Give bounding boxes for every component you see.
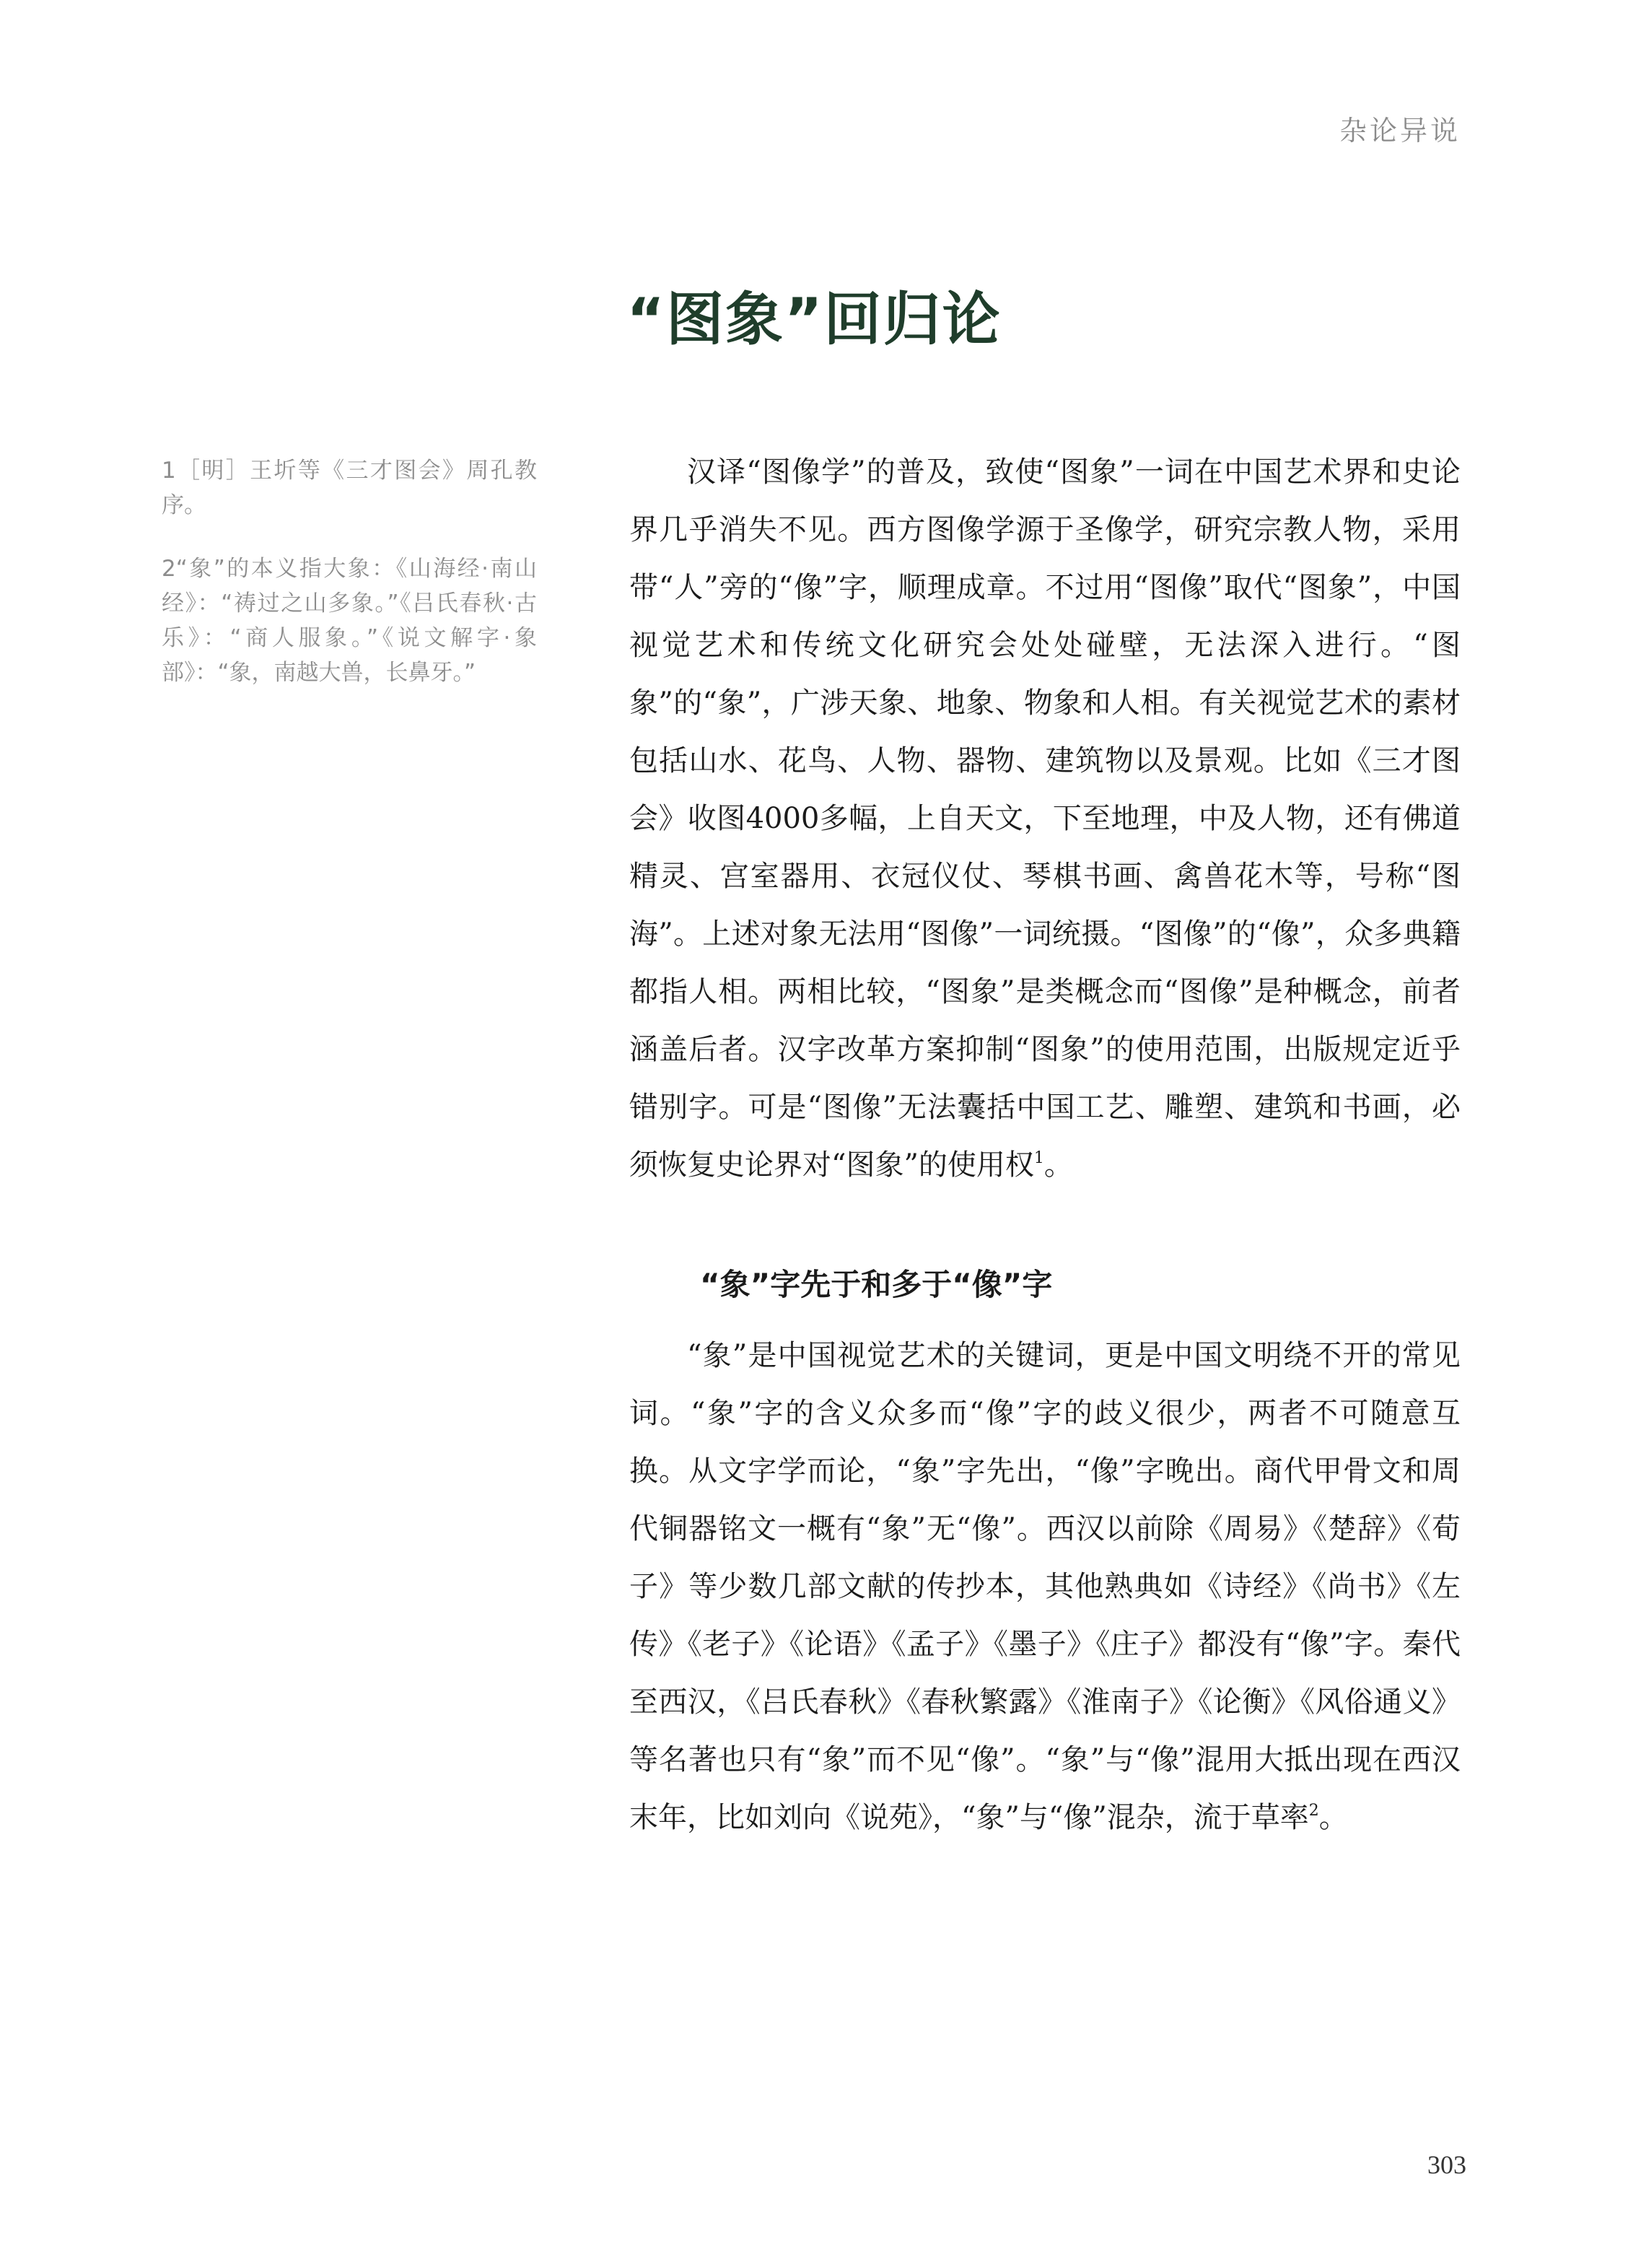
body-paragraph-1 [629,443,1461,1194]
article-title: “图象”回归论 [626,286,1002,353]
paragraph-text: “象”是中国视觉艺术的关键词，更是中国文明绕不开的常见词。“象”字的含义众多而“像”字的歧义很少，两者不可随意互换。从文字学而论，“象”字先出，“像”字晚出。商代甲骨文和周代铜器铭文一概有“象”无“像”。西汉以前除《周易》《楚辞》《荀子》等少数几部文献的传抄本，其他熟典如《诗经》《尚书》《左传》《老子》《论语》《孟子》《墨子》《庄子》都没有“像”字。秦代至西汉，《吕氏春秋》《春秋繁露》《淮南子》《论衡》《风俗通义》等名著也只有“象”而不见“像”。“象”与“像”混用大抵出现在西汉末年，比如刘向《说苑》，“象”与“像”混杂，流于草率 [629,1339,1461,1834]
paragraph-text: 汉译“图像学”的普及，致使“图象”一词在中国艺术界和史论界几乎消失不见。西方图像学源于圣像学，研究宗教人物，采用带“人”旁的“像”字，顺理成章。不过用“图像”取代“图象”，中国视觉艺术和传统文化研究会处处碰壁，无法深入进行。“图象”的“象”，广涉天象、地象、物象和人相。有关视觉艺术的素材包括山水、花鸟、人物、器物、建筑物以及景观。比如《三才图会》收图4000多幅，上自天文，下至地理，中及人物，还有佛道精灵、宫室器用、衣冠仪仗、琴棋书画、禽兽花木等，号称“图海”。上述对象无法用“图像”一词统摄。“图像”的“像”，众多典籍都指人相。两相比较，“图象”是类概念而“图像”是种概念，前者涵盖后者。汉字改革方案抑制“图象”的使用范围，出版规定近乎错别字。可是“图像”无法囊括中国工艺、雕塑、建筑和书画，必须恢复史论界对“图象”的使用权 [629,455,1461,1182]
footnote-1: 1［明］王圻等《三才图会》周孔教序。 [162,458,537,518]
footnote-ref-1[interactable]: 1 [1033,1149,1044,1167]
running-head: 杂论异说 [1339,115,1461,147]
footnote-ref-2[interactable]: 2 [1308,1802,1319,1820]
paragraph-end: 。 [1043,1148,1073,1182]
section-heading: “象”字先于和多于“像”字 [700,1267,1053,1302]
paragraph-end: 。 [1318,1801,1348,1834]
article-body [629,443,1461,1846]
body-paragraph-2 [629,1327,1461,1846]
footnote-2: 2“象”的本义指大象：《山海经·南山经》：“祷过之山多象。”《吕氏春秋·古乐》：“商人服象。”《说文解字·象部》：“象，南越大兽，长鼻牙。” [162,556,537,686]
page-number: 303 [1427,2150,1466,2179]
side-notes [162,453,537,719]
